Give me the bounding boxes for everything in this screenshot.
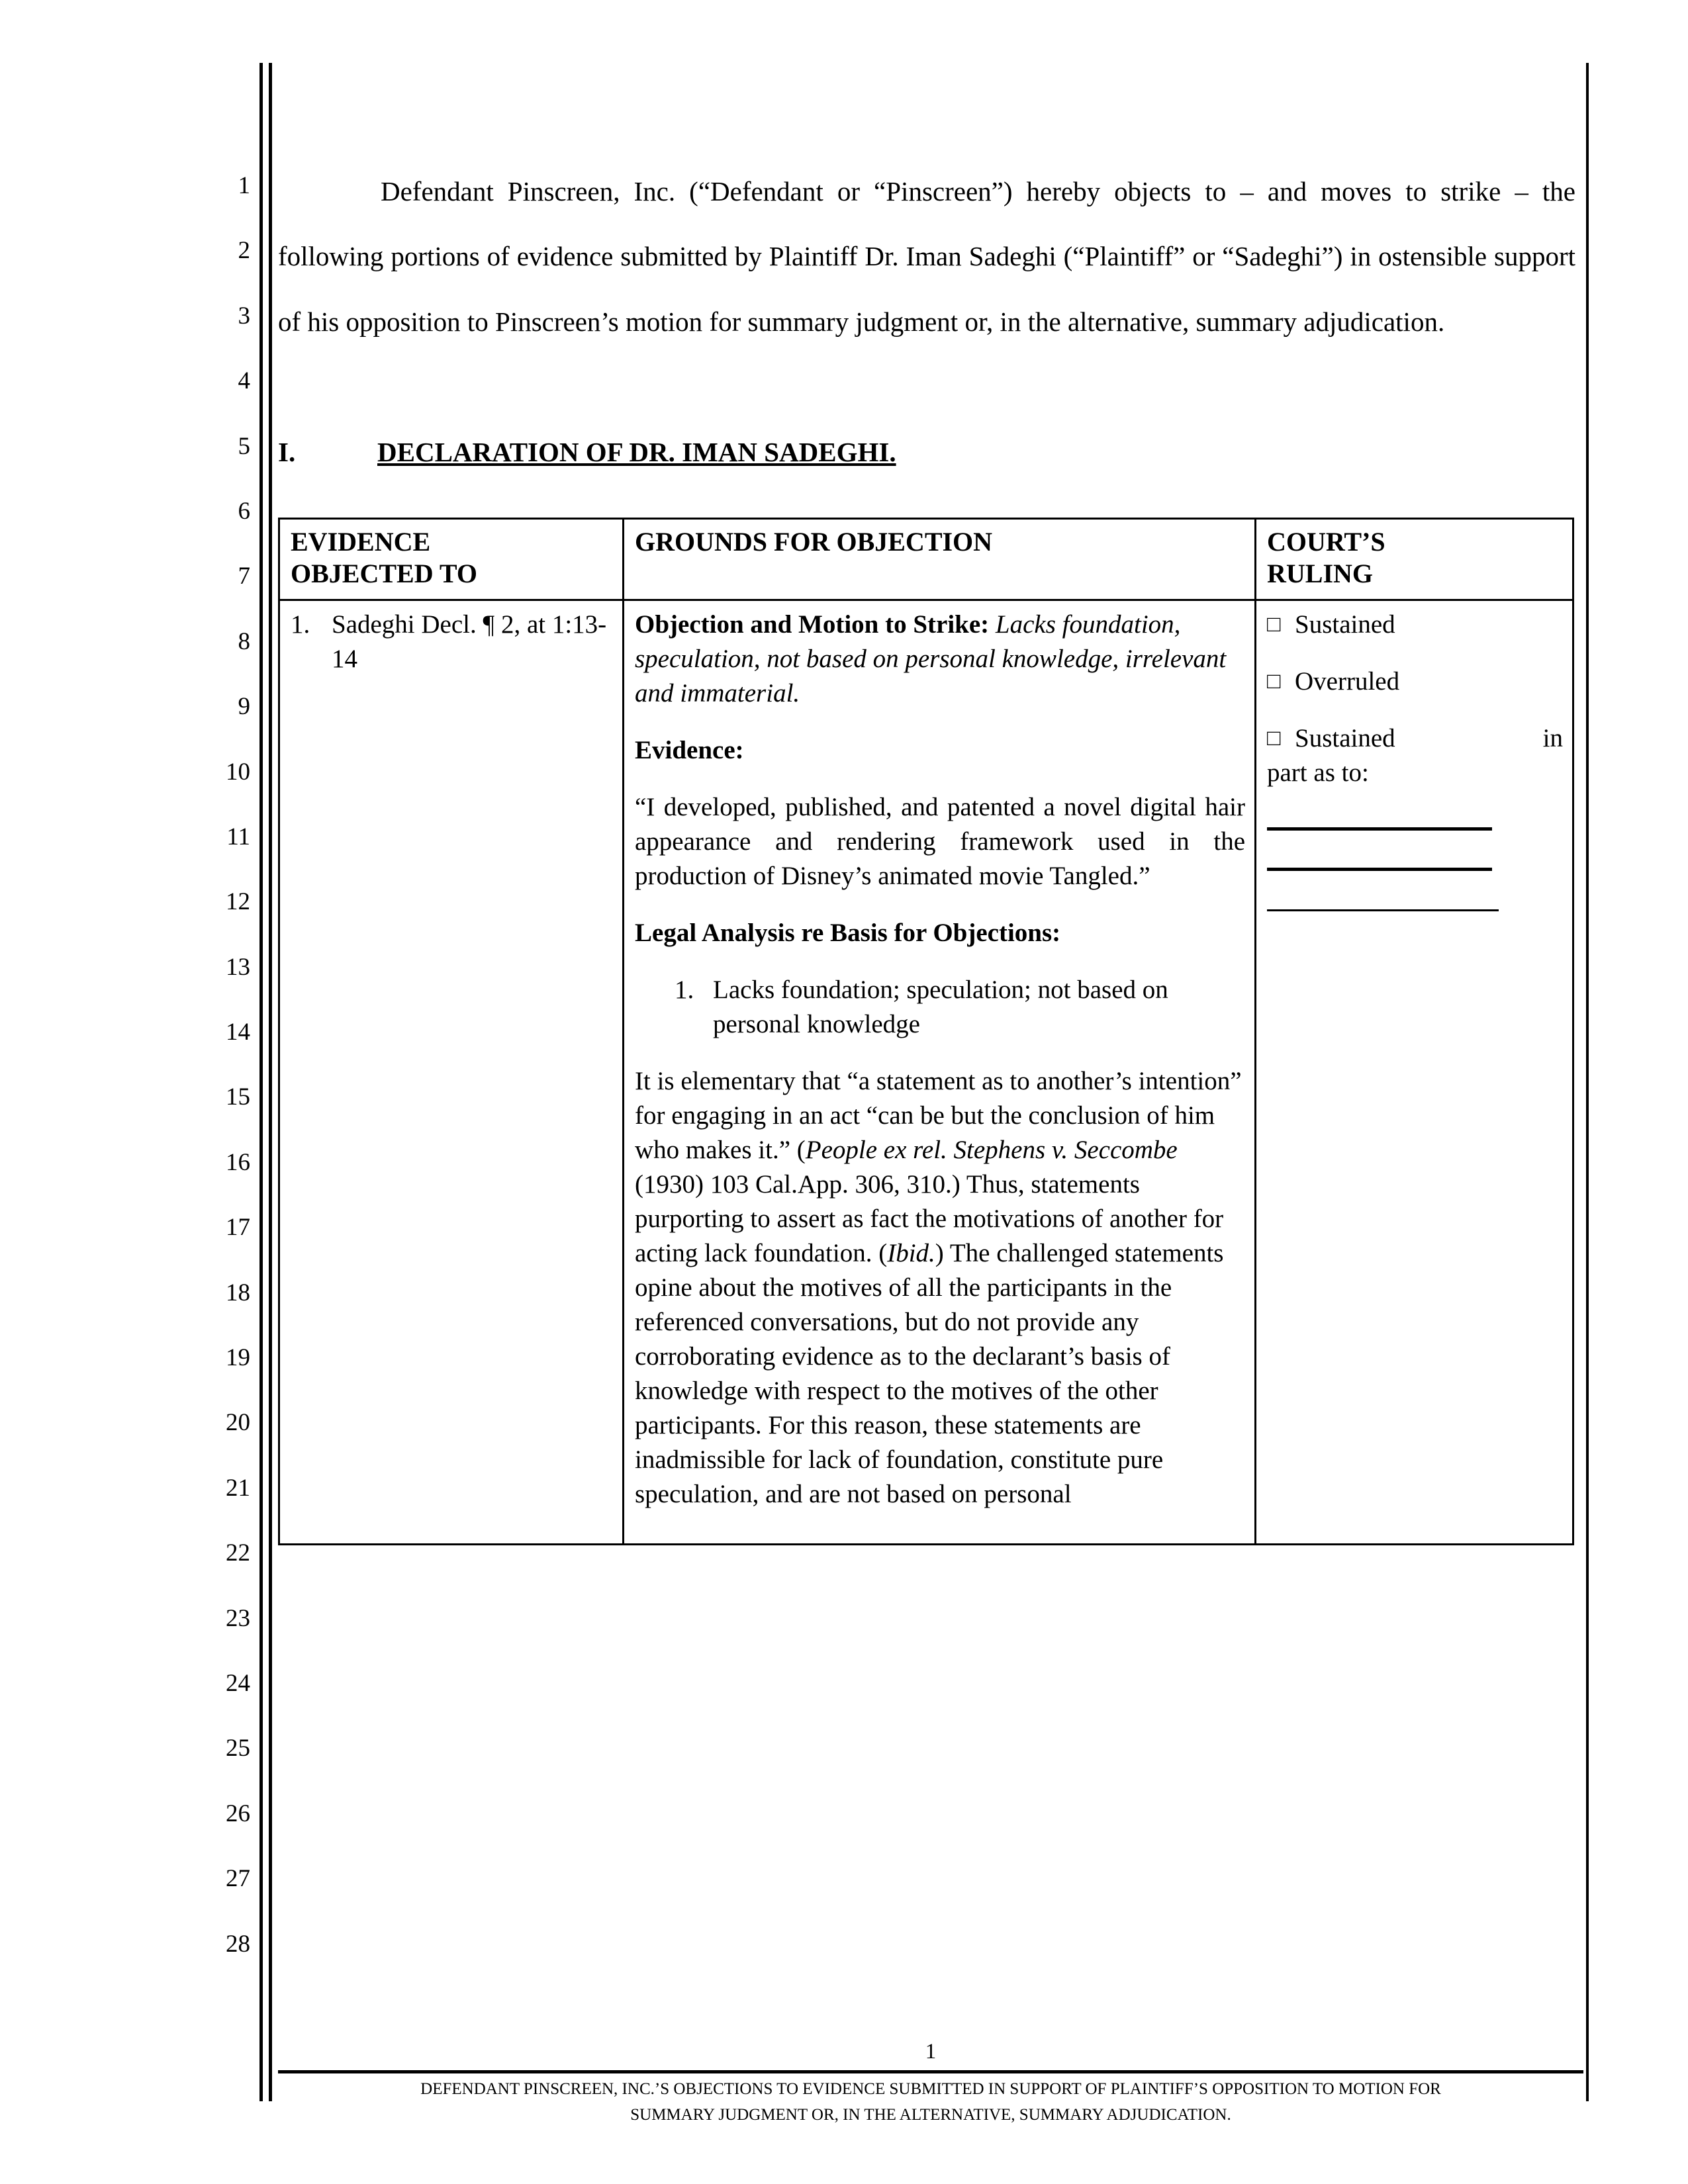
table-header-row xyxy=(279,519,1573,600)
header-cell-ruling xyxy=(1256,519,1573,600)
margin-rule-left-inner xyxy=(269,63,272,2101)
list-item-marker: 1. xyxy=(675,976,694,1005)
line-number: 24 xyxy=(226,1669,250,1697)
line-number: 8 xyxy=(238,627,250,655)
line-number: 12 xyxy=(226,888,250,916)
line-number: 18 xyxy=(226,1279,250,1306)
analysis-text-part2: (1930) 103 Cal.App. 306, 310.) Thus, statements purporting to assert as fact the motivations of another for acting lack foundation. ( xyxy=(635,1170,1224,1268)
ruling-option-overruled[interactable] xyxy=(1267,664,1563,699)
line-number: 27 xyxy=(226,1865,250,1893)
cell-courts-ruling xyxy=(1256,600,1573,1545)
checkbox-icon[interactable]: □ xyxy=(1267,669,1281,694)
legal-analysis-body xyxy=(635,1064,1245,1512)
line-number: 22 xyxy=(226,1539,250,1567)
margin-rule-left-outer xyxy=(259,63,263,2101)
margin-rule-right xyxy=(1586,63,1589,2101)
ibid-citation: Ibid. xyxy=(887,1239,935,1268)
intro-paragraph: Defendant Pinscreen, Inc. (“Defendant or “Pinscreen”) hereby objects to – and moves to strike – the following portions of evidence submitted by Plaintiff Dr. Iman Sadeghi (“Plaintiff” or “Sadeghi”) in ostensible support of his opposition to Pinscreen’s motion for summary judgment or, in the alternative, summary adjudication. xyxy=(278,176,1575,337)
evidence-label: Evidence: xyxy=(635,736,744,765)
line-number: 9 xyxy=(238,693,250,721)
line-number: 6 xyxy=(238,497,250,525)
objections-table xyxy=(278,518,1574,1545)
ruling-fill-line-1[interactable] xyxy=(1267,827,1492,831)
line-number: 16 xyxy=(226,1148,250,1176)
line-number: 3 xyxy=(238,302,250,330)
evidence-quote: “I developed, published, and patented a novel digital hair appearance and rendering framework used in the production of Disney’s animated movie Tangled.” xyxy=(635,793,1245,891)
ruling-fill-line-3[interactable] xyxy=(1267,909,1499,911)
case-citation-name: People ex rel. Stephens v. Seccombe xyxy=(805,1136,1178,1165)
page-footer xyxy=(278,2037,1583,2128)
page-number: 1 xyxy=(925,2040,937,2064)
analysis-text-part3: ) The challenged statements opine about the motives of all the participants in the referenced conversations, but do not provide any corroborating evidence as to the declarant’s basis of knowledge with respect to the motives of the other participants. For this reason, these statements are inadmissible for lack of foundation, constitute pure speculation, and are not based on personal xyxy=(635,1239,1224,1509)
checkbox-icon[interactable]: □ xyxy=(1267,726,1281,751)
footer-caption-line2: SUMMARY JUDGMENT OR, IN THE ALTERNATIVE, SUMMARY ADJUDICATION. xyxy=(630,2106,1231,2124)
grounds-content xyxy=(635,608,1245,1512)
line-number: 11 xyxy=(226,823,250,850)
header-cell-evidence xyxy=(279,519,624,600)
line-number: 2 xyxy=(238,237,250,265)
section-title: DECLARATION OF DR. IMAN SADEGHI. xyxy=(377,436,896,467)
ruling-option-label: Overruled xyxy=(1295,667,1400,696)
ruling-fill-line-2[interactable] xyxy=(1267,868,1492,871)
line-number: 5 xyxy=(238,432,250,460)
line-number: 15 xyxy=(226,1083,250,1111)
legal-analysis-label: Legal Analysis re Basis for Objections: xyxy=(635,919,1061,948)
line-number: 25 xyxy=(226,1735,250,1762)
line-number: 7 xyxy=(238,563,250,590)
analysis-text-part1: It is elementary that “a statement as to another’s intention” for engaging in an act “can be but the conclusion of him who makes it.” ( xyxy=(635,1067,1242,1165)
ruling-option-label-line2: part as to: xyxy=(1267,758,1369,788)
ruling-option-sustained[interactable] xyxy=(1267,608,1563,642)
checkbox-icon[interactable]: □ xyxy=(1267,612,1281,637)
section-numeral: I. xyxy=(278,436,296,467)
header-evidence-line1: EVIDENCE xyxy=(291,527,431,557)
evidence-item-citation: Sadeghi Decl. ¶ 2, at 1:13-14 xyxy=(332,610,607,674)
line-number-column xyxy=(199,154,250,1977)
line-number: 21 xyxy=(226,1474,250,1502)
list-item-label: Lacks foundation; speculation; not based on personal knowledge xyxy=(713,976,1168,1039)
header-grounds: GROUNDS FOR OBJECTION xyxy=(635,527,993,557)
footer-caption-line1: DEFENDANT PINSCREEN, INC.’S OBJECTIONS TO EVIDENCE SUBMITTED IN SUPPORT OF PLAINTIFF’S OPPOSITION TO MOTION FOR xyxy=(420,2080,1441,2098)
line-number: 4 xyxy=(238,367,250,395)
objection-statement xyxy=(635,608,1245,711)
ruling-option-sustained-in-part[interactable] xyxy=(1267,721,1563,756)
header-cell-grounds xyxy=(624,519,1256,600)
table-row xyxy=(279,600,1573,1545)
list-item xyxy=(675,973,1245,1042)
header-ruling-line2: RULING xyxy=(1267,559,1374,589)
line-number: 1 xyxy=(238,172,250,199)
section-heading xyxy=(278,420,1575,484)
line-number: 26 xyxy=(226,1799,250,1827)
line-number: 20 xyxy=(226,1409,250,1437)
legal-analysis-list xyxy=(635,973,1245,1042)
cell-grounds-for-objection xyxy=(624,600,1256,1545)
blank-line-spacer xyxy=(278,354,1575,419)
evidence-item xyxy=(291,608,613,676)
ruling-option-label: Sustained xyxy=(1295,610,1395,639)
line-number: 17 xyxy=(226,1214,250,1242)
document-body xyxy=(278,99,1575,1545)
line-number: 19 xyxy=(226,1344,250,1372)
footer-divider xyxy=(278,2070,1583,2073)
cell-evidence-objected-to xyxy=(279,600,624,1545)
line-number: 28 xyxy=(226,1930,250,1958)
objection-label: Objection and Motion to Strike: xyxy=(635,610,990,639)
objection-grounds-text: Lacks foundation, speculation, not based on personal knowledge, irrelevant and immaterial. xyxy=(635,610,1227,708)
evidence-item-number: 1. xyxy=(291,610,310,639)
line-number: 10 xyxy=(226,758,250,786)
line-number: 14 xyxy=(226,1019,250,1046)
line-number: 23 xyxy=(226,1604,250,1632)
header-ruling-line1: COURT’S xyxy=(1267,527,1385,557)
header-evidence-line2: OBJECTED TO xyxy=(291,559,477,589)
line-number: 13 xyxy=(226,953,250,981)
ruling-option-label-line1: Sustained in xyxy=(1295,724,1563,753)
